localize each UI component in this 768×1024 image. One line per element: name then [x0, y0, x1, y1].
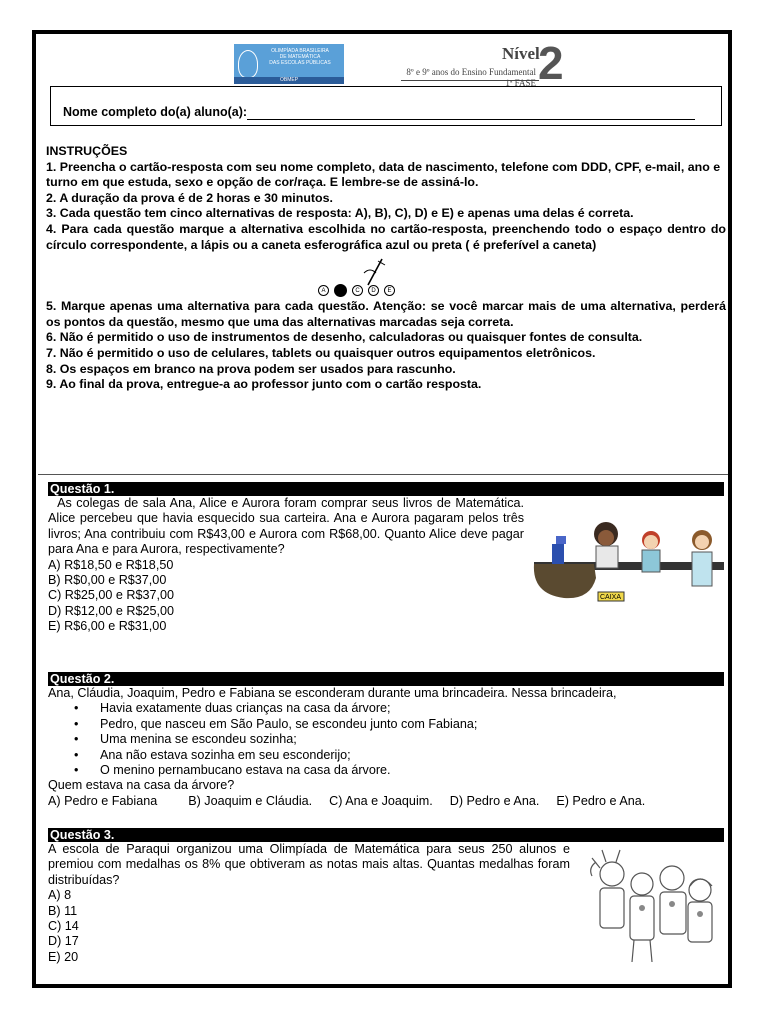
question-1-title: Questão 1.	[48, 482, 724, 496]
instruction-item: 7. Não é permitido o uso de celulares, tablets ou quaisquer outros equipamentos eletrônicos.	[46, 345, 596, 360]
question-3-option[interactable]: A) 8	[48, 888, 72, 903]
question-2-intro: Ana, Cláudia, Joaquim, Pedro e Fabiana se esconderam durante uma brincadeira. Nessa brincadeira,	[48, 686, 617, 700]
question-3-title: Questão 3.	[48, 828, 724, 842]
question-3-option[interactable]: D) 17	[48, 934, 79, 949]
question-2-options	[48, 794, 724, 809]
student-name-field[interactable]	[247, 119, 695, 120]
question-1-option[interactable]: C) R$25,00 e R$37,00	[48, 588, 175, 603]
question-2-option[interactable]: E) Pedro e Ana.	[556, 793, 646, 808]
nivel-subtitle-grade: 8º e 9º anos do Ensino Fundamental	[406, 67, 536, 77]
logo-footer: OBMEP	[234, 77, 344, 84]
bubble-b: B	[334, 284, 347, 297]
question-1-option[interactable]: B) R$0,00 e R$37,00	[48, 573, 167, 588]
instruction-item: 3. Cada questão tem cinco alternativas de resposta: A), B), C), D) e E) e apenas uma delas é correta.	[46, 206, 634, 221]
question-2-option[interactable]: A) Pedro e Fabiana	[48, 793, 158, 808]
student-name-label: Nome completo do(a) aluno(a):	[63, 105, 248, 119]
clue-item: • Ana não estava sozinha em seu esconderijo;	[100, 748, 724, 763]
question-2-option[interactable]: B) Joaquim e Cláudia.	[188, 793, 313, 808]
instruction-item: 4. Para cada questão marque a alternativa escolhida no cartão-resposta, preenchendo todo o espaço dentro do círculo correspondente, a lápis ou a caneta esferográfica azul ou preta ( é preferível a caneta)	[46, 221, 726, 252]
obmep-logo	[234, 44, 344, 84]
instruction-item: 6. Não é permitido o uso de instrumentos de desenho, calculadoras ou quaisquer fontes de consulta.	[46, 330, 643, 345]
question-2-option[interactable]: C) Ana e Joaquim.	[329, 793, 433, 808]
instruction-item: 8. Os espaços em branco na prova podem ser usados para rascunho.	[46, 361, 456, 376]
exam-page	[32, 30, 732, 988]
caixa-sign: CAIXA	[600, 594, 622, 601]
logo-emblem-icon	[238, 50, 258, 78]
question-1-text: As colegas de sala Ana, Alice e Aurora foram comprar seus livros de Matemática. Alice percebeu que havia esquecido sua carteira. Ana e Aurora pagaram pelos três livros; Ana contribuiu com R$43,00 e Aurora com R$68,00. Quanto Alice deve pagar para Ana e para Aurora, respectivamente?	[48, 496, 528, 557]
question-2-title: Questão 2.	[48, 672, 724, 686]
instruction-item: os pontos da questão, mesmo que uma das alternativas marcadas seja correta.	[46, 314, 514, 329]
nivel-number: 2	[538, 37, 564, 89]
question-2-question: Quem estava na casa da árvore?	[48, 778, 235, 793]
bubble-a: A	[318, 285, 329, 296]
question-3-option[interactable]: C) 14	[48, 919, 79, 934]
clue-item: • Uma menina se escondeu sozinha;	[100, 732, 724, 747]
logo-line: OLIMPÍADA BRASILEIRA	[271, 48, 329, 54]
question-1-option[interactable]: D) R$12,00 e R$25,00	[48, 603, 175, 618]
clue-item: • Pedro, que nasceu em São Paulo, se escondeu junto com Fabiana;	[100, 717, 724, 732]
question-3-option[interactable]: B) 11	[48, 903, 78, 918]
section-divider	[38, 474, 728, 475]
instruction-item: 2. A duração da prova é de 2 horas e 30 minutos.	[46, 190, 333, 205]
question-3-option[interactable]: E) 20	[48, 949, 79, 964]
logo-line: DE MATEMÁTICA	[279, 54, 321, 60]
question-1-option[interactable]: A) R$18,50 e R$18,50	[48, 557, 174, 572]
question-2-clues	[48, 701, 724, 778]
instructions	[46, 144, 726, 393]
bubble-d: D	[368, 285, 379, 296]
question-2	[48, 672, 724, 809]
instructions-title: INSTRUÇÕES	[46, 144, 128, 158]
bubble-example	[46, 253, 726, 299]
nivel-divider	[401, 80, 539, 81]
students-medals-illustration	[586, 846, 726, 968]
instruction-item: 5. Marque apenas uma alternativa para cada questão. Atenção: se você marcar mais de uma alternativa, perderá	[46, 299, 726, 314]
nivel-label: Nível	[502, 44, 540, 63]
nivel-subtitle-phase: 1ª FASE	[505, 78, 536, 88]
question-1-option[interactable]: E) R$6,00 e R$31,00	[48, 619, 167, 634]
instruction-item: 9. Ao final da prova, entregue-a ao professor junto com o cartão resposta.	[46, 377, 482, 392]
clue-item: • O menino pernambucano estava na casa da árvore.	[100, 763, 724, 778]
instruction-item: 1. Preencha o cartão-resposta com seu nome completo, data de nascimento, telefone com DDD, CPF, e-mail, ano e turno em que estuda, sexo e opção de cor/raça. E lembre-se de assiná-lo.	[46, 159, 721, 190]
student-name-box	[50, 86, 722, 126]
clue-item: • Havia exatamente duas crianças na casa da árvore;	[100, 701, 724, 716]
question-2-option[interactable]: D) Pedro e Ana.	[449, 793, 540, 808]
question-3-text: A escola de Paraqui organizou uma Olimpíada de Matemática para seus 250 alunos e premiou com medalhas os 8% que obtiveram as notas mais altas. Quantas medalhas foram distribuídas?	[48, 842, 570, 887]
logo-line: DAS ESCOLAS PÚBLICAS	[269, 60, 331, 66]
bubble-c: C	[352, 285, 363, 296]
bookstore-illustration	[530, 504, 730, 604]
bubble-e: E	[384, 285, 395, 296]
